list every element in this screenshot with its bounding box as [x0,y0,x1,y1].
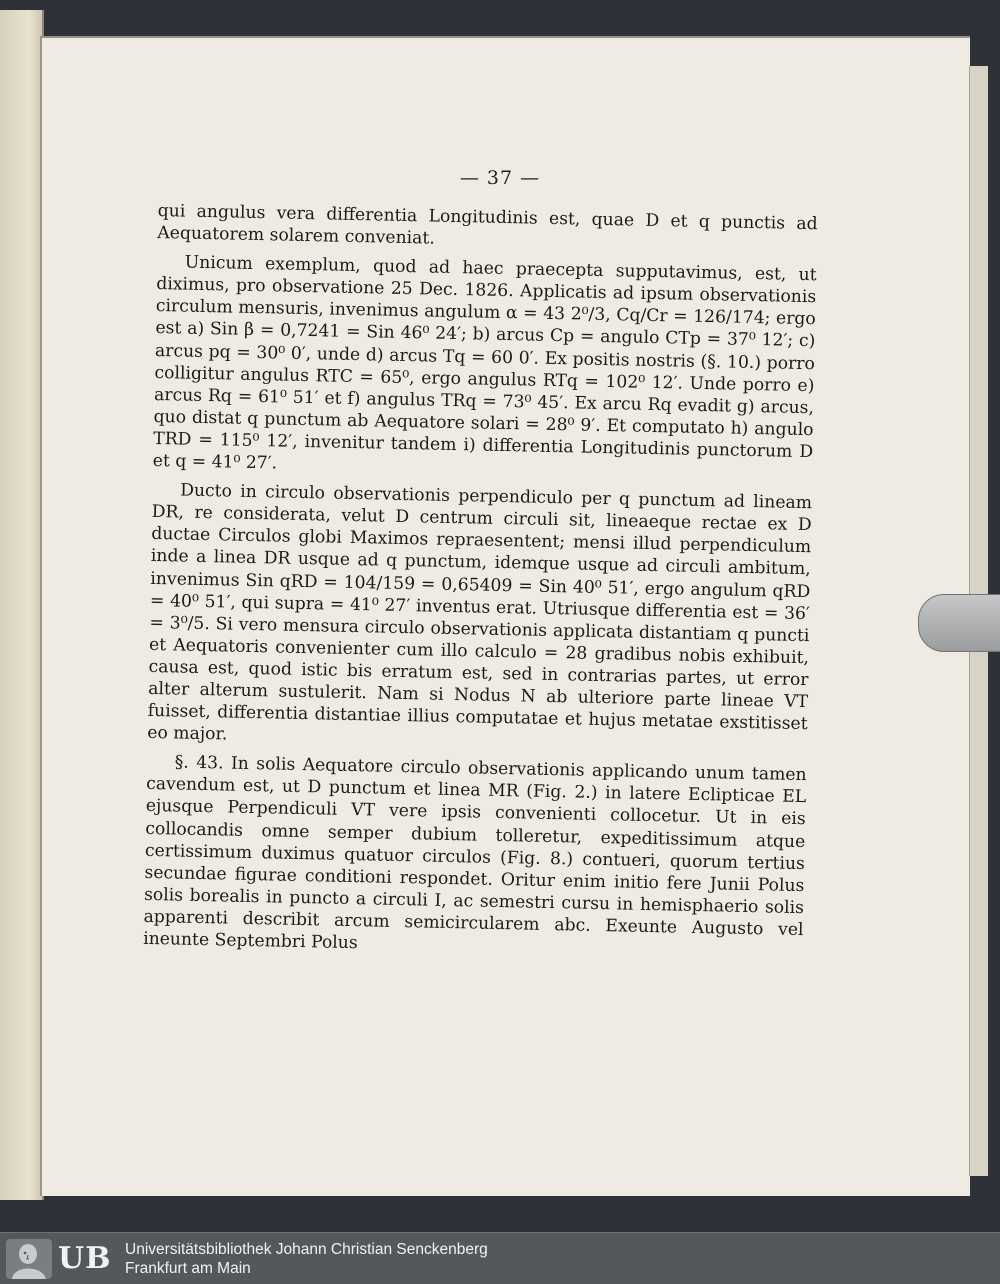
institution-line-1: Universitätsbibliothek Johann Christian Senckenberg [125,1241,488,1258]
paragraph-4: §. 43. In solis Aequatore circulo observationis applicando unum tamen cavendum est, ut D punctum et linea MR (Fig. 2.) in latere Eclipticae EL ejusque Perpendiculi VT vere ipsis convenienti collocetur. Ut in eis collocandis omne semper dubium tolleretur, expeditissimum atque certissimum duximus quatuor circulos (Fig. 8.) contueri, quorum tertius secundae figurae conditioni respondet. Oritur enim initio fere Junii Polus solis borealis in puncto a circuli I, ac semestri cursu in hemisphaerio solis apparenti describit arcum semicircularem abc. Exeunte Augusto vel ineunte Septembri Polus [142,752,807,954]
library-footer-bar [0,1232,1000,1284]
logo-ub-text: UB [58,1241,112,1276]
page-number: — 37 — [459,167,541,189]
institution-name [125,1240,488,1278]
bookmark-clip [918,594,1000,652]
library-logo[interactable] [6,1239,114,1279]
paragraph-3: Ducto in circulo observationis perpendiculo per q punctum ad lineam DR, re considerata, velut D centrum circuli sit, lineaeque rectae ex D ductae Circulos globi Maximos repraesentent; mensi illud perpendiculum inde a linea DR usque ad q punctum, idemque usque ad circuli ambitum, invenimus Sin qRD = 104/159 = 0,65409 = Sin 40⁰ 51′, ergo angulum qRD = 40⁰ 51′, qui supra = 41⁰ 27′ inventus erat. Utriusque differentia est = 36′ = 3⁰/5. Si vero mensura circulo observationis applicata distantiam q puncti et Aequatoris convenienter cum illo calculo = 28 gradibus nobis exhibuit, causa est, quod istic bis erratum est, sed in contrarias partes, ut error alter alterum sustulerit. Nam si Nodus N ab ulteriore parte lineae VT fuisset, differentia distantiae illius computatae et hujus metatae exstitisset eo major. [147,480,813,745]
paragraph-1: qui angulus vera differentia Longitudinis est, quae D et q punctis ad Aequatorem solarem conveniat. [157,200,818,249]
page-body-text [143,200,818,970]
facing-page-edge [0,10,44,1200]
paragraph-2: Unicum exemplum, quod ad haec praecepta supputavimus, est, ut diximus, pro observatione 25 Dec. 1826. Applicatis ad ipsum observationis circulum mensuris, invenimus angulum α = 43 2⁰/3, Cq/Cr = 126/174; ergo est a) Sin β = 0,7241 = Sin 46⁰ 24′; b) arcus Cp = angulo CTp = 37⁰ 12′; c) arcus pq = 30⁰ 0′, unde d) arcus Tq = 60 0′. Ex positis nostris (§. 10.) porro colligitur angulus RTC = 65⁰, ergo angulus RTq = 102⁰ 12′. Unde porro e) arcus Rq = 61⁰ 51′ et f) angulus TRq = 73⁰ 45′. Ex arcu Rq evadit g) arcus, quo distat q punctum ab Aequatore solari = 28⁰ 9′. Et computato h) angulo TRD = 115⁰ 12′, invenitur tandem i) differentia Longitudinis punctorum D et q = 41⁰ 27′. [152,252,817,474]
senckenberg-portrait-icon [6,1239,52,1279]
institution-line-2: Frankfurt am Main [125,1260,251,1277]
